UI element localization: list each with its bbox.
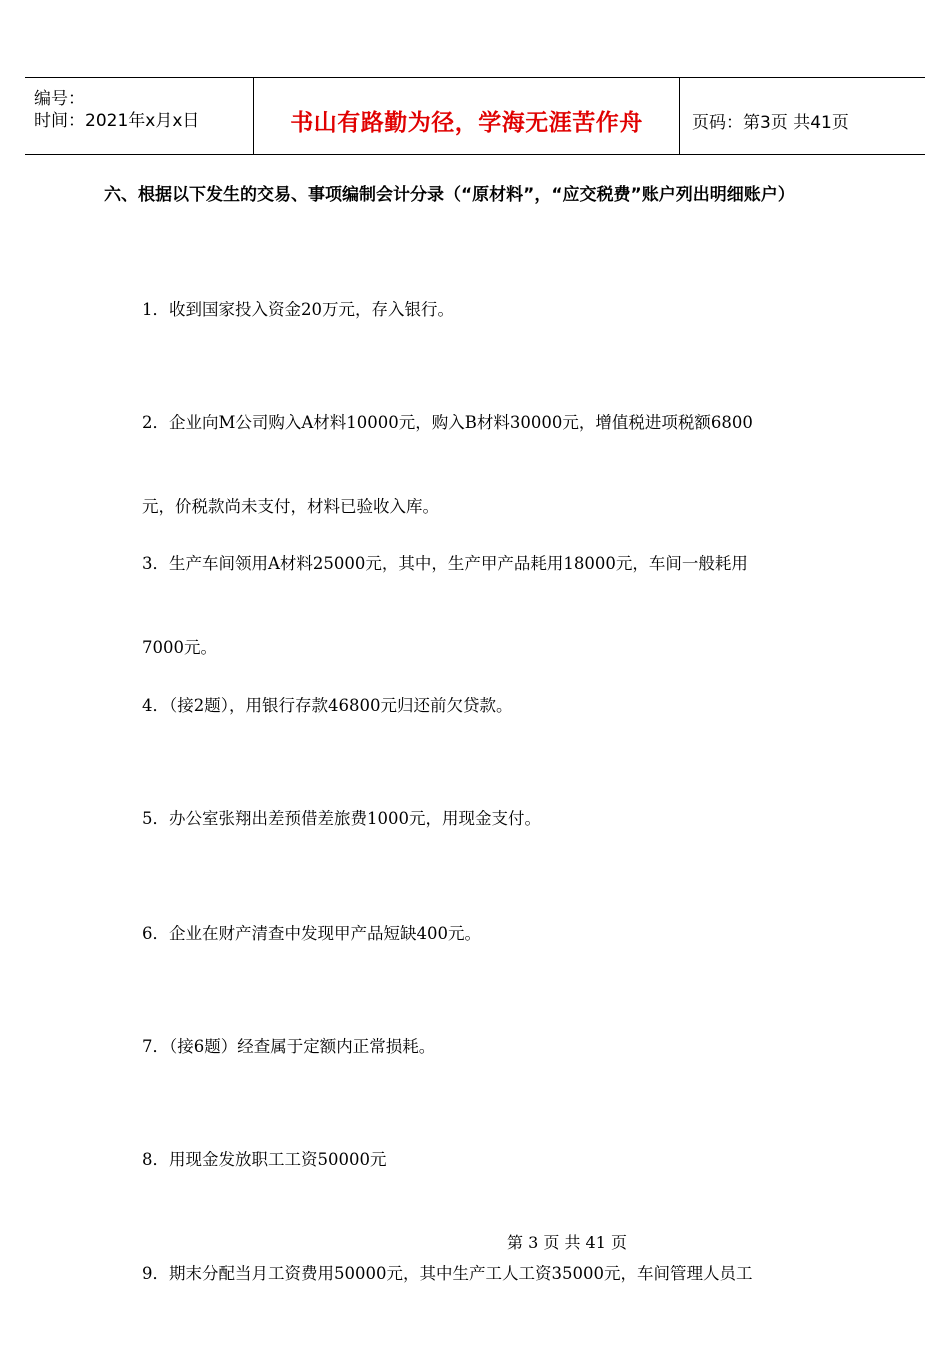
question-line: 8．用现金发放职工工资50000元 bbox=[142, 1150, 387, 1169]
question-line: 7．（接6题）经查属于定额内正常损耗。 bbox=[142, 1037, 436, 1056]
header-meta-cell bbox=[25, 78, 254, 154]
question-line: 2．企业向M公司购入A材料10000元，购入B材料30000元，增值税进项税额6800 bbox=[142, 413, 753, 432]
page-footer: 第 3 页 共 41 页 bbox=[507, 1233, 627, 1252]
question-line-continued: 元，价税款尚未支付，材料已验收入库。 bbox=[142, 497, 439, 516]
document-header bbox=[25, 77, 925, 155]
page-number-label: 页码：第3页 共41页 bbox=[692, 113, 849, 133]
question-line: 5．办公室张翔出差预借差旅费1000元，用现金支付。 bbox=[142, 809, 541, 828]
question-line: 4．（接2题），用银行存款46800元归还前欠贷款。 bbox=[142, 696, 513, 715]
motto-text: 书山有路勤为径，学海无涯苦作舟 bbox=[290, 110, 643, 136]
document-code-label: 编号： bbox=[34, 89, 85, 109]
question-line: 6．企业在财产清查中发现甲产品短缺400元。 bbox=[142, 924, 481, 943]
section-title: 六、根据以下发生的交易、事项编制会计分录（“原材料”，“应交税费”账户列出明细账户） bbox=[104, 185, 795, 205]
header-page-cell bbox=[680, 78, 925, 154]
question-line: 9．期末分配当月工资费用50000元，其中生产工人工资35000元，车间管理人员工 bbox=[142, 1264, 753, 1283]
header-motto-cell bbox=[254, 78, 680, 154]
question-line: 1．收到国家投入资金20万元，存入银行。 bbox=[142, 300, 454, 319]
question-line-continued: 7000元。 bbox=[142, 638, 217, 657]
question-line: 3．生产车间领用A材料25000元，其中，生产甲产品耗用18000元，车间一般耗用 bbox=[142, 554, 748, 573]
document-time-label: 时间：2021年x月x日 bbox=[34, 111, 200, 131]
